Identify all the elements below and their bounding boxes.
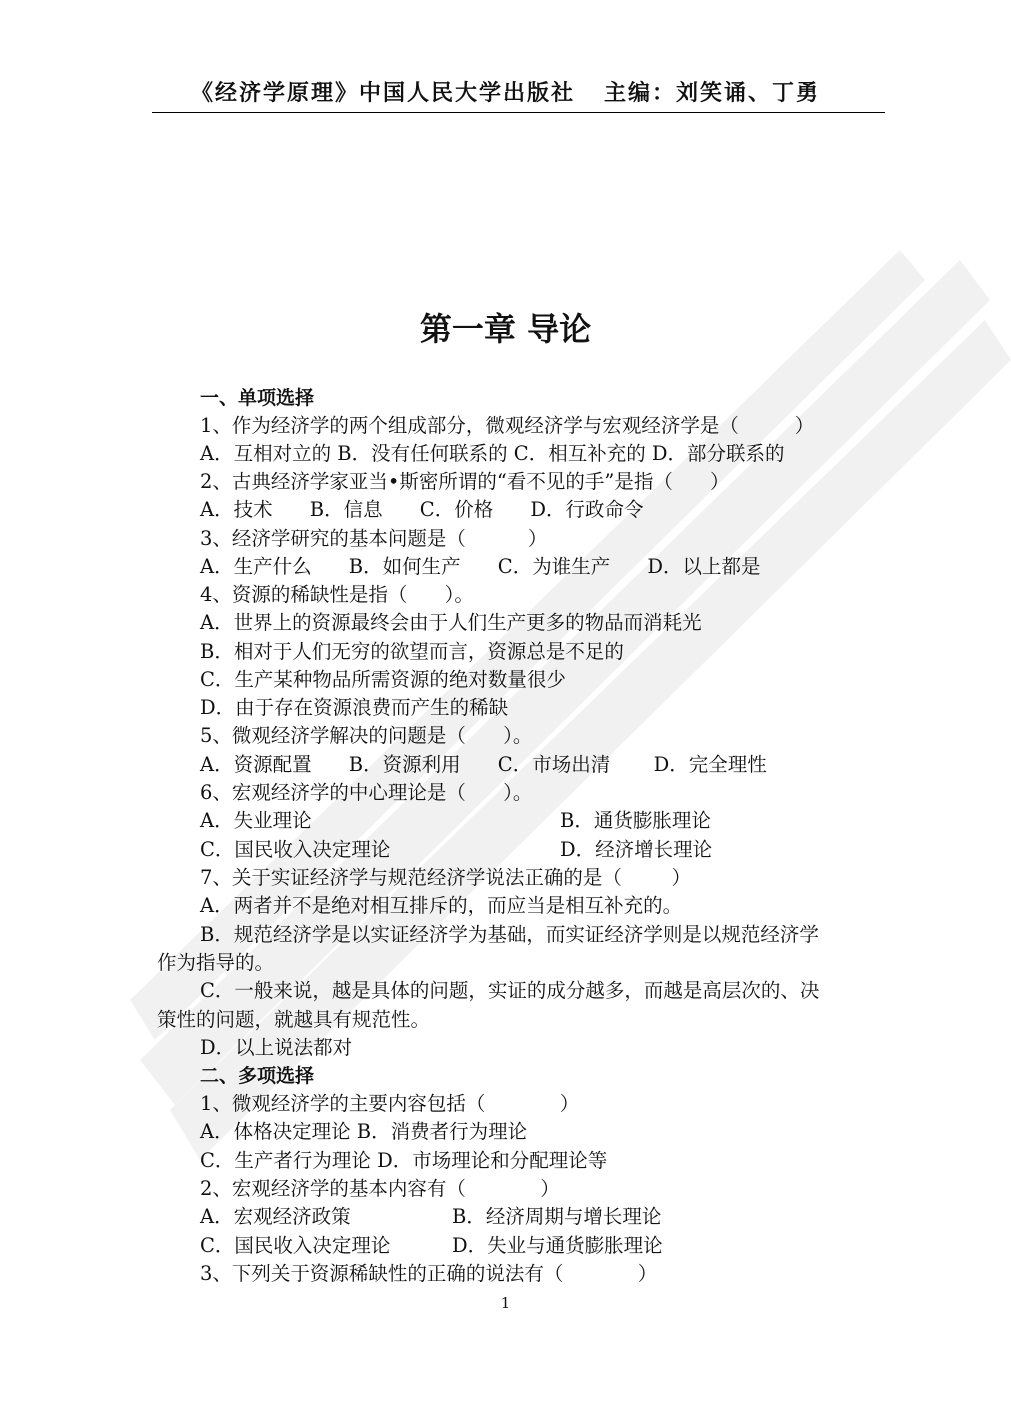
question-line: A．生产什么 B．如何生产 C．为谁生产 D．以上都是 [200, 555, 761, 578]
page-header: 《经济学原理》中国人民大学出版社 主编：刘笑诵、丁勇 [191, 80, 820, 106]
question-line: D．失业与通货膨胀理论 [452, 1234, 663, 1257]
question-line: D．由于存在资源浪费而产生的稀缺 [200, 696, 509, 719]
question-line: 5、微观经济学解决的问题是（ ）。 [200, 724, 533, 747]
chapter-title: 第一章 导论 [419, 310, 592, 348]
question-line: 7、关于实证经济学与规范经济学说法正确的是（ ） [200, 866, 691, 889]
page-number: 1 [500, 1294, 511, 1312]
header-rule [152, 112, 885, 113]
question-line: A．两者并不是绝对相互排斥的，而应当是相互补充的。 [200, 894, 683, 917]
question-line: A．体格决定理论 B．消费者行为理论 [200, 1120, 528, 1143]
question-line: D．以上说法都对 [200, 1036, 353, 1059]
section-heading: 一、单项选择 [200, 387, 315, 409]
question-line: B．经济周期与增长理论 [452, 1205, 662, 1228]
question-line: C．国民收入决定理论 [200, 838, 391, 861]
section-heading: 二、多项选择 [200, 1065, 315, 1087]
question-line: 2、宏观经济学的基本内容有（ ） [200, 1177, 560, 1200]
question-line: A．世界上的资源最终会由于人们生产更多的物品而消耗光 [200, 611, 702, 634]
question-line: C．一般来说，越是具体的问题，实证的成分越多，而越是高层次的、决 [200, 979, 820, 1002]
question-line: C．生产某种物品所需资源的绝对数量很少 [200, 668, 566, 691]
question-line: A．宏观经济政策 [200, 1205, 351, 1228]
question-line: 1、作为经济学的两个组成部分，微观经济学与宏观经济学是（ ） [200, 414, 815, 437]
question-line: 6、宏观经济学的中心理论是（ ）。 [200, 781, 533, 804]
question-line: 1、微观经济学的主要内容包括（ ） [200, 1092, 580, 1115]
question-line: A．互相对立的 B．没有任何联系的 C．相互补充的 D．部分联系的 [200, 442, 785, 465]
question-line: 3、下列关于资源稀缺性的正确的说法有（ ） [200, 1262, 658, 1285]
question-line: 4、资源的稀缺性是指（ ）。 [200, 583, 474, 606]
question-line: 2、古典经济学家亚当•斯密所谓的“看不见的手”是指（ ） [200, 470, 730, 493]
question-line: C．国民收入决定理论 [200, 1234, 391, 1257]
question-line: A．失业理论 [200, 809, 312, 832]
question-line: 策性的问题，就越具有规范性。 [157, 1008, 431, 1031]
question-line: D．经济增长理论 [560, 838, 713, 861]
question-line: 3、经济学研究的基本问题是（ ） [200, 527, 548, 550]
question-line: 作为指导的。 [157, 951, 275, 974]
question-line: B．通货膨胀理论 [560, 809, 711, 832]
question-line: B．相对于人们无穷的欲望而言，资源总是不足的 [200, 640, 624, 663]
question-line: A．技术 B．信息 C．价格 D．行政命令 [200, 498, 644, 521]
question-line: A．资源配置 B．资源利用 C．市场出清 D．完全理性 [200, 753, 767, 776]
question-line: B．规范经济学是以实证经济学为基础，而实证经济学则是以规范经济学 [200, 923, 819, 946]
question-line: C．生产者行为理论 D．市场理论和分配理论等 [200, 1149, 608, 1172]
